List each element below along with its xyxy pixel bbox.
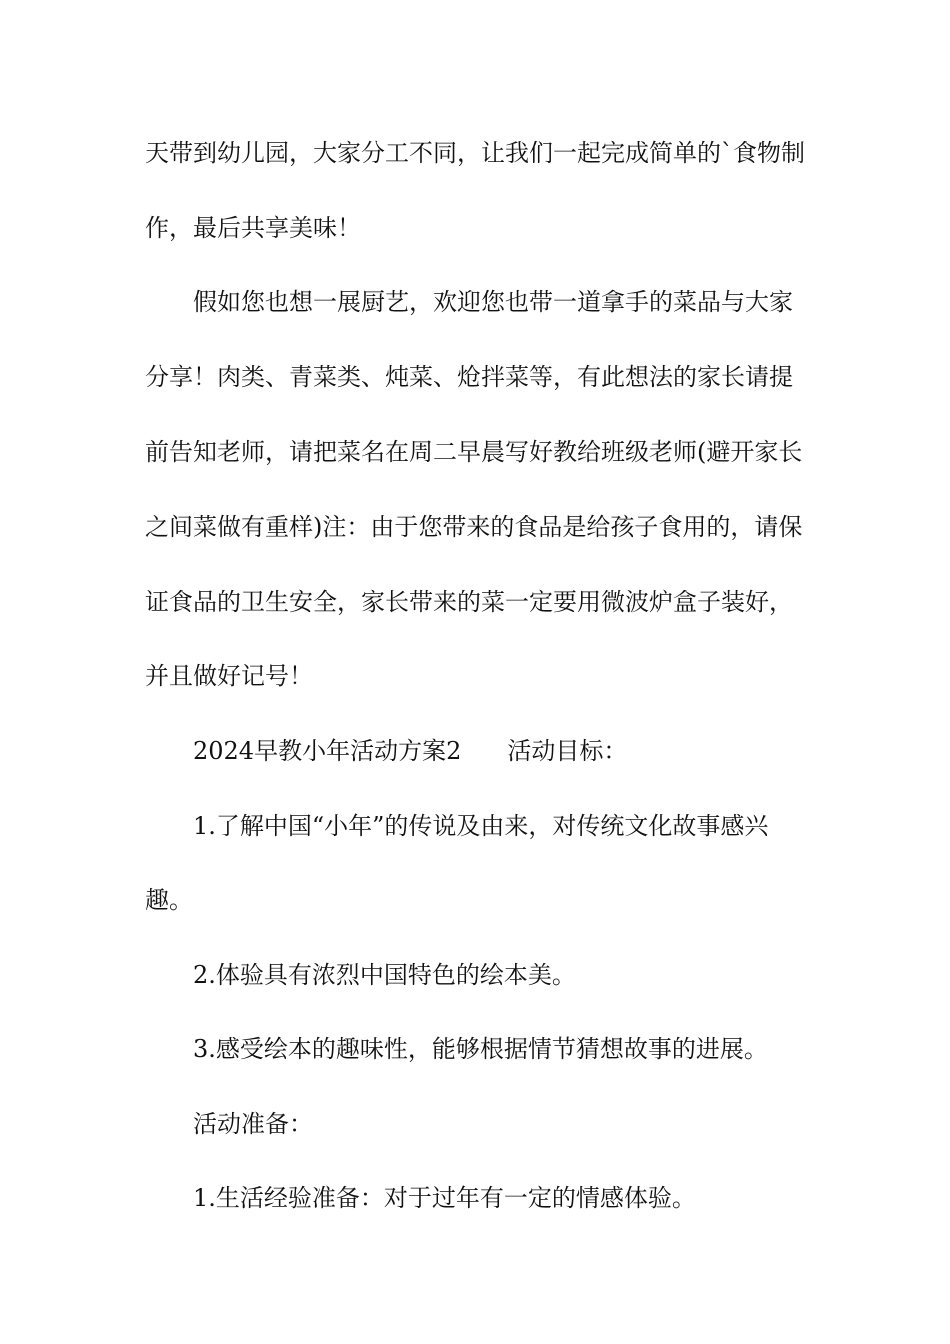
prep-item: 1.生活经验准备：对于过年有一定的情感体验。	[193, 1184, 696, 1212]
goal-item: 1.了解中国“小年”的传说及由来，对传统文化故事感兴	[193, 812, 769, 840]
paragraph-line: 之间菜做有重样)注：由于您带来的食品是给孩子食用的，请保	[145, 513, 803, 541]
paragraph-line: 并且做好记号！	[145, 662, 313, 690]
paragraph-line: 前告知老师，请把菜名在周二早晨写好教给班级老师(避开家长	[145, 438, 803, 466]
prep-heading: 活动准备：	[193, 1110, 313, 1138]
heading-goal: 活动目标：	[507, 737, 628, 765]
goal-item: 趣。	[145, 886, 193, 914]
goal-item: 3.感受绘本的趣味性，能够根据情节猜想故事的进展。	[193, 1035, 768, 1063]
section-heading	[193, 736, 873, 766]
goal-item: 2.体验具有浓烈中国特色的绘本美。	[193, 961, 576, 989]
paragraph-line: 分享！肉类、青菜类、炖菜、炝拌菜等，有此想法的家长请提	[145, 363, 793, 391]
paragraph-line: 证食品的卫生安全，家长带来的菜一定要用微波炉盒子装好，	[145, 588, 793, 616]
paragraph-line: 作，最后共享美味！	[145, 214, 361, 242]
paragraph-line: 天带到幼儿园，大家分工不同，让我们一起完成简单的`食物制	[145, 139, 805, 167]
paragraph-line: 假如您也想一展厨艺，欢迎您也带一道拿手的菜品与大家	[193, 288, 793, 316]
heading-title: 2024早教小年活动方案2	[193, 737, 462, 765]
